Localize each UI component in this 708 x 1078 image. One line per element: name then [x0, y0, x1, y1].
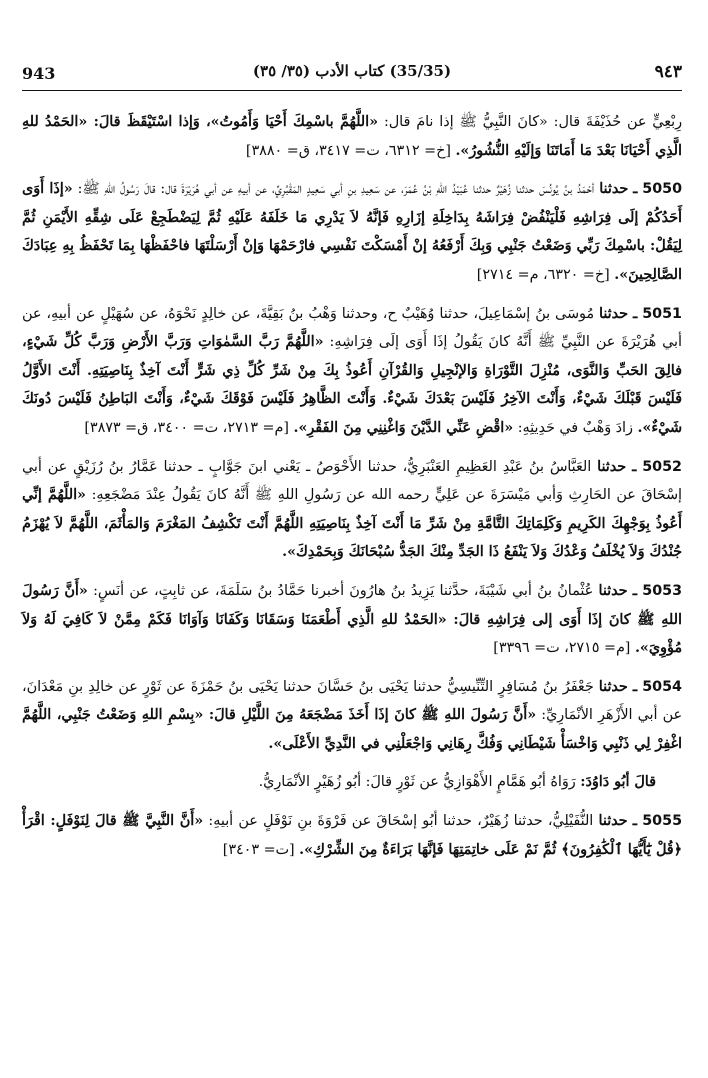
lead-word: حدثنا [598, 678, 628, 695]
abu-dawud-note [22, 768, 682, 797]
reference: [م= ٢٧١٣، ت= ٣٤٠٠، ق= ٣٨٧٣] [84, 419, 289, 436]
matn-text: «اللَّهُمَّ باسْمِكَ أَحْيَا وَأَمُوتُ»، وَإذا اسْتَيْقَظَ قالَ: «الحَمْدُ للهِ الَّذِي أَحْيَانَا بَعْدَ مَا أَمَاتَنَا وَإلَيْهِ النُّشُورُ». [22, 114, 682, 159]
reference: [خ= ٦٣٢٠، م= ٢٧١٤] [476, 266, 610, 283]
page-body [22, 108, 682, 874]
isnad-text: النُّفَيْلِيُّ، حدثنا زُهَيْرٌ، حدثنا أبُو إسْحَاقَ عن فَرْوَةَ بنِ نَوْفَلٍ عن أبيهِ: [208, 813, 594, 830]
hadith-continuation [22, 108, 682, 165]
isnad-text: عُثْمانُ بنُ أبي شَيْبَةَ، حدَّثنا يَزِيدُ بنُ هارُونَ أخبرنا حَمَّادُ بنُ سَلَمَةَ، عن ثابِتٍ، عن أنَسٍ: [93, 582, 594, 599]
note-text: رَوَاهُ أبُو هَمَّامٍ الأَهْوَازِيُّ عن ثَوْرٍ قالَ: أبُو زُهَيْرٍ الأنْمَارِيُّ. [258, 774, 576, 791]
lead-word: حدثنا [597, 458, 627, 475]
page-header [22, 60, 682, 91]
hadith-number: 5053 [642, 582, 683, 599]
hadith-5050: 5050 ـ حدثنا أحْمَدُ بنُ يُونُسَ حدثنا زُهَيْرٌ حدثنا عُبَيْدُ اللهِ بْنُ عُمَرَ، عن سَعِيدِ بنِ أبي سَعِيدٍ المَقْبُرِيِّ، عن أبيهِ عن أبي هُرَيْرَةَ قال: قالَ رَسُولُ اللهِ ﷺ: «إذَا أَوَى أَحَدُكُمْ إلَى فِرَاشِهِ فَلْيَنْفُضْ فِرَاشَهُ بِدَاخِلَةِ إزَارِهِ فَإنَّهُ لاَ يَدْرِي مَا خَلَفَهُ عَلَيْهِ ثُمَّ لِيَضْطَجِعْ عَلَى شِقِّهِ الأَيْمَنِ ثُمَّ لِيَقُلْ: باسْمِكَ رَبِّي وَضَعْتُ جَنْبِي وَبِكَ أَرْفَعُهُ إنْ أَمْسَكْتَ نَفْسِي فارْحَمْهَا وَإنْ أَرْسَلْتَهَا فاحْفَظْهَا بِمَا تَحْفَظُ بِهِ عِبَادَكَ الصَّالِحِينَ». [خ= ٦٣٢٠، م= ٢٧١٤] [22, 181, 683, 283]
page-number-arabic: ٩٤٣ [654, 62, 682, 82]
hadith-number: 5052 [642, 458, 683, 475]
matn-text: «أَنَّ رَسُولَ اللهِ ﷺ كانَ إذَا أَوَى إلى فِرَاشِهِ قالَ: «الحَمْدُ للهِ الَّذِي أَطْعَمَنَا وَسَقَانَا وَكَفَانَا وَآوَانَا فَكَمْ مِمَّنْ لاَ كَافِيَ لَهُ وَلاَ مُؤْوِيَ». [22, 582, 682, 657]
running-title: (35/35) كتاب الأدب (٣٥/ ٣٥) [252, 62, 452, 80]
isnad-text: أحْمَدُ بنُ يُونُسَ حدثنا زُهَيْرٌ حدثنا عُبَيْدُ اللهِ بْنُ عُمَرَ، عن سَعِيدِ بنِ أبي سَعِيدٍ المَقْبُرِيِّ، عن أبيهِ عن أبي هُرَيْرَةَ قال: قالَ رَسُولُ اللهِ ﷺ: [77, 181, 595, 198]
lead-word: حدثنا [599, 305, 628, 322]
isnad-text: رِبْعِيٍّ عن حُذَيْفَةَ قال: «كانَ النَّبِيُّ ﷺ إذا نامَ قال: [383, 114, 682, 130]
hadith-number: 5051 [642, 305, 682, 322]
matn-addition: «اقْضِ عَنِّي الدَّيْنَ وَاغْنِنِي مِنَ الفَقْرِ». [293, 419, 514, 436]
addition-text: زادَ وَهْبٌ في حَدِيثِهِ: [517, 419, 633, 436]
reference: [خ= ٦٣١٢، ت= ٣٤١٧، ق= ٣٨٨٠] [245, 142, 451, 159]
reference: [ت= ٣٤٠٣] [222, 841, 295, 858]
hadith-5052: 5052 ـ حدثنا العَبَّاسُ بنُ عَبْدِ العَظِيمِ العَنْبَرِيُّ، حدثنا الأَحْوَصُ ـ يَعْني ابنَ جَوَّابٍ ـ حدثنا عَمَّارُ بنُ رُزَيْقٍ عن أبي إسْحَاقَ عن الحَارِثِ وَأبي مَيْسَرَةَ عن عَلِيٍّ رحمه الله عن رَسُولِ اللهِ ﷺ أَنَّهُ كانَ يَقُولُ عِنْدَ مَضْجَعِهِ: «اللَّهُمَّ إنِّي أَعُوذُ بِوَجْهِكَ الكَرِيمِ وَكَلِمَاتِكَ التَّامَّةِ مِنْ شَرِّ مَا أَنْتَ آخِذٌ بِنَاصِيَتِهِ اللَّهُمَّ أَنْتَ تَكْشِفُ المَغْرَمَ وَالمَأْثَمَ، اللَّهُمَّ لاَ يُهْزَمُ جُنْدُكَ وَلاَ يُخْلَفُ وَعْدُكَ وَلاَ يَنْفَعُ ذَا الجَدِّ مِنْكَ الجَدُّ سُبْحَانَكَ وَبِحَمْدِكَ». [22, 458, 683, 561]
matn-text: «اللَّهُمَّ إنِّي أَعُوذُ بِوَجْهِكَ الكَرِيمِ وَكَلِمَاتِكَ التَّامَّةِ مِنْ شَرِّ مَا أَنْتَ آخِذٌ بِنَاصِيَتِهِ اللَّهُمَّ أَنْتَ تَكْشِفُ المَغْرَمَ وَالمَأْثَمَ، اللَّهُمَّ لاَ يُهْزَمُ جُنْدُكَ وَلاَ يُخْلَفُ وَعْدُكَ وَلاَ يَنْفَعُ ذَا الجَدِّ مِنْكَ الجَدُّ سُبْحَانَكَ وَبِحَمْدِكَ». [22, 487, 682, 561]
hadith-5054: 5054 ـ حدثنا جَعْفَرُ بنُ مُسَافِرٍ التِّنِّيسِيُّ حدثنا يَحْيَى بنُ حَسَّانَ حدثنا يَحْيَى بنُ حَمْزَةَ عن ثَوْرٍ عن خالِدِ بنِ مَعْدَانَ، عن أبي الأَزْهَرِ الأنْمَارِيِّ: «أَنَّ رَسُولَ اللهِ ﷺ كانَ إذَا أَخَذَ مَضْجَعَهُ مِنَ اللَّيْلِ قالَ: «بِسْمِ اللهِ وَضَعْتُ جَنْبِي، اللَّهُمَّ اغْفِرْ لِي ذَنْبِي وَاخْسَأْ شَيْطَانِي وَفُكَّ رِهَانِي وَاجْعَلْنِي في النَّدِيِّ الأَعْلَى». [22, 678, 683, 752]
note-label: قالَ أبُو دَاوُدَ: [580, 774, 656, 791]
lead-word: حدثنا [599, 181, 629, 198]
hadith-number: 5050 [642, 181, 683, 198]
matn-text: «إذَا أَوَى أَحَدُكُمْ إلَى فِرَاشِهِ فَلْيَنْفُضْ فِرَاشَهُ بِدَاخِلَةِ إزَارِهِ فَإنَّهُ لاَ يَدْرِي مَا خَلَفَهُ عَلَيْهِ ثُمَّ لِيَضْطَجِعْ عَلَى شِقِّهِ الأَيْمَنِ ثُمَّ لِيَقُلْ: باسْمِكَ رَبِّي وَضَعْتُ جَنْبِي وَبِكَ أَرْفَعُهُ إنْ أَمْسَكْتَ نَفْسِي فارْحَمْهَا وَإنْ أَرْسَلْتَهَا فاحْفَظْهَا بِمَا تَحْفَظُ بِهِ عِبَادَكَ الصَّالِحِينَ». [22, 181, 682, 283]
lead-word: حدثنا [598, 582, 628, 599]
lead-word: حدثنا [598, 813, 628, 830]
isnad-text: جَعْفَرُ بنُ مُسَافِرٍ التِّنِّيسِيُّ حدثنا يَحْيَى بنُ حَسَّانَ حدثنا يَحْيَى بنُ حَمْزَةَ عن ثَوْرٍ عن خالِدِ بنِ مَعْدَانَ، عن أبي الأَزْهَرِ الأنْمَارِيِّ: [22, 678, 683, 724]
isnad-text: العَبَّاسُ بنُ عَبْدِ العَظِيمِ العَنْبَرِيُّ، حدثنا الأَحْوَصُ ـ يَعْني ابنَ جَوَّابٍ ـ حدثنا عَمَّارُ بنُ رُزَيْقٍ عن أبي إسْحَاقَ عن الحَارِثِ وَأبي مَيْسَرَةَ عن عَلِيٍّ رحمه الله عن رَسُولِ اللهِ ﷺ أَنَّهُ كانَ يَقُولُ عِنْدَ مَضْجَعِهِ: [22, 458, 682, 504]
hadith-5053: 5053 ـ حدثنا عُثْمانُ بنُ أبي شَيْبَةَ، حدَّثنا يَزِيدُ بنُ هارُونَ أخبرنا حَمَّادُ بنُ سَلَمَةَ، عن ثابِتٍ، عن أنَسٍ: «أَنَّ رَسُولَ اللهِ ﷺ كانَ إذَا أَوَى إلى فِرَاشِهِ قالَ: «الحَمْدُ للهِ الَّذِي أَطْعَمَنَا وَسَقَانَا وَكَفَانَا وَآوَانَا فَكَمْ مِمَّنْ لاَ كَافِيَ لَهُ وَلاَ مُؤْوِيَ». [م= ٢٧١٥، ت= ٣٣٩٦] [22, 582, 683, 657]
reference: [م= ٢٧١٥، ت= ٣٣٩٦] [493, 640, 631, 657]
matn-text: «اللَّهُمَّ رَبَّ السَّمٰوَاتِ وَرَبَّ الأَرْضِ وَرَبَّ كُلِّ شَيْءٍ، فالِقَ الحَبِّ وَالنَّوَى، مُنْزِلَ التَّوْرَاةِ وَالإنْجِيلِ وَالقُرْآنِ أَعُوذُ بِكَ مِنْ شَرِّ كُلِّ ذِي شَرٍّ أَنْتَ آخِذٌ بِنَاصِيَتِهِ. أَنْتَ الأَوَّلُ فَلَيْسَ قَبْلَكَ شَيْءٌ، وَأَنْتَ الآخِرُ فَلَيْسَ بَعْدَكَ شَيْءٌ. وَأَنْتَ الظَّاهِرُ فَلَيْسَ فَوْقَكَ شَيْءٌ، وَأَنْتَ البَاطِنُ فَلَيْسَ دُونَكَ شَيْءٌ». [22, 334, 682, 436]
hadith-number: 5054 [642, 678, 682, 695]
matn-text: «أَنَّ النَّبِيَّ ﷺ قالَ لِنَوْفَلٍ: اقْرَأْ ﴿قُلْ يَٰٓأَيُّهَا ٱلْكَٰفِرُونَ﴾ ثُمَّ نَمْ عَلَى خاتِمَتِهَا فَإنَّهَا بَرَاءَةٌ مِنَ الشِّرْكِ». [22, 813, 682, 858]
hadith-5051: 5051 ـ حدثنا مُوسَى بنُ إسْمَاعِيلَ، حدثنا وُهَيْبٌ ح، وحدثنا وَهْبُ بنُ بَقِيَّةَ، عن خالِدٍ نَحْوَهُ، عن سُهَيْلٍ عن أبيهِ، عن أبي هُرَيْرَةَ عن النَّبِيِّ ﷺ أَنَّهُ كانَ يَقُولُ إذَا أَوَى إلَى فِرَاشِهِ: «اللَّهُمَّ رَبَّ السَّمٰوَاتِ وَرَبَّ الأَرْضِ وَرَبَّ كُلِّ شَيْءٍ، فالِقَ الحَبِّ وَالنَّوَى، مُنْزِلَ التَّوْرَاةِ وَالإنْجِيلِ وَالقُرْآنِ أَعُوذُ بِكَ مِنْ شَرِّ كُلِّ ذِي شَرٍّ أَنْتَ آخِذٌ بِنَاصِيَتِهِ. أَنْتَ الأَوَّلُ فَلَيْسَ قَبْلَكَ شَيْءٌ، وَأَنْتَ الآخِرُ فَلَيْسَ بَعْدَكَ شَيْءٌ. وَأَنْتَ الظَّاهِرُ فَلَيْسَ فَوْقَكَ شَيْءٌ، وَأَنْتَ البَاطِنُ فَلَيْسَ دُونَكَ شَيْءٌ». زادَ وَهْبٌ في حَدِيثِهِ: «اقْضِ عَنِّي الدَّيْنَ وَاغْنِنِي مِنَ الفَقْرِ». [م= ٢٧١٣، ت= ٣٤٠٠، ق= ٣٨٧٣] [22, 305, 683, 436]
hadith-number: 5055 [642, 813, 683, 830]
page-number-latin: 943 [22, 64, 56, 83]
isnad-text: مُوسَى بنُ إسْمَاعِيلَ، حدثنا وُهَيْبٌ ح، وحدثنا وَهْبُ بنُ بَقِيَّةَ، عن خالِدٍ نَحْوَهُ، عن سُهَيْلٍ عن أبيهِ، عن أبي هُرَيْرَةَ عن النَّبِيِّ ﷺ أَنَّهُ كانَ يَقُولُ إذَا أَوَى إلَى فِرَاشِهِ: [22, 305, 683, 351]
matn-text: «أَنَّ رَسُولَ اللهِ ﷺ كانَ إذَا أَخَذَ مَضْجَعَهُ مِنَ اللَّيْلِ قالَ: «بِسْمِ اللهِ وَضَعْتُ جَنْبِي، اللَّهُمَّ اغْفِرْ لِي ذَنْبِي وَاخْسَأْ شَيْطَانِي وَفُكَّ رِهَانِي وَاجْعَلْنِي في النَّدِيِّ الأَعْلَى». [22, 707, 682, 752]
hadith-5055: 5055 ـ حدثنا النُّفَيْلِيُّ، حدثنا زُهَيْرٌ، حدثنا أبُو إسْحَاقَ عن فَرْوَةَ بنِ نَوْفَلٍ عن أبيهِ: «أَنَّ النَّبِيَّ ﷺ قالَ لِنَوْفَلٍ: اقْرَأْ ﴿قُلْ يَٰٓأَيُّهَا ٱلْكَٰفِرُونَ﴾ ثُمَّ نَمْ عَلَى خاتِمَتِهَا فَإنَّهَا بَرَاءَةٌ مِنَ الشِّرْكِ». [ت= ٣٤٠٣] [22, 813, 683, 858]
